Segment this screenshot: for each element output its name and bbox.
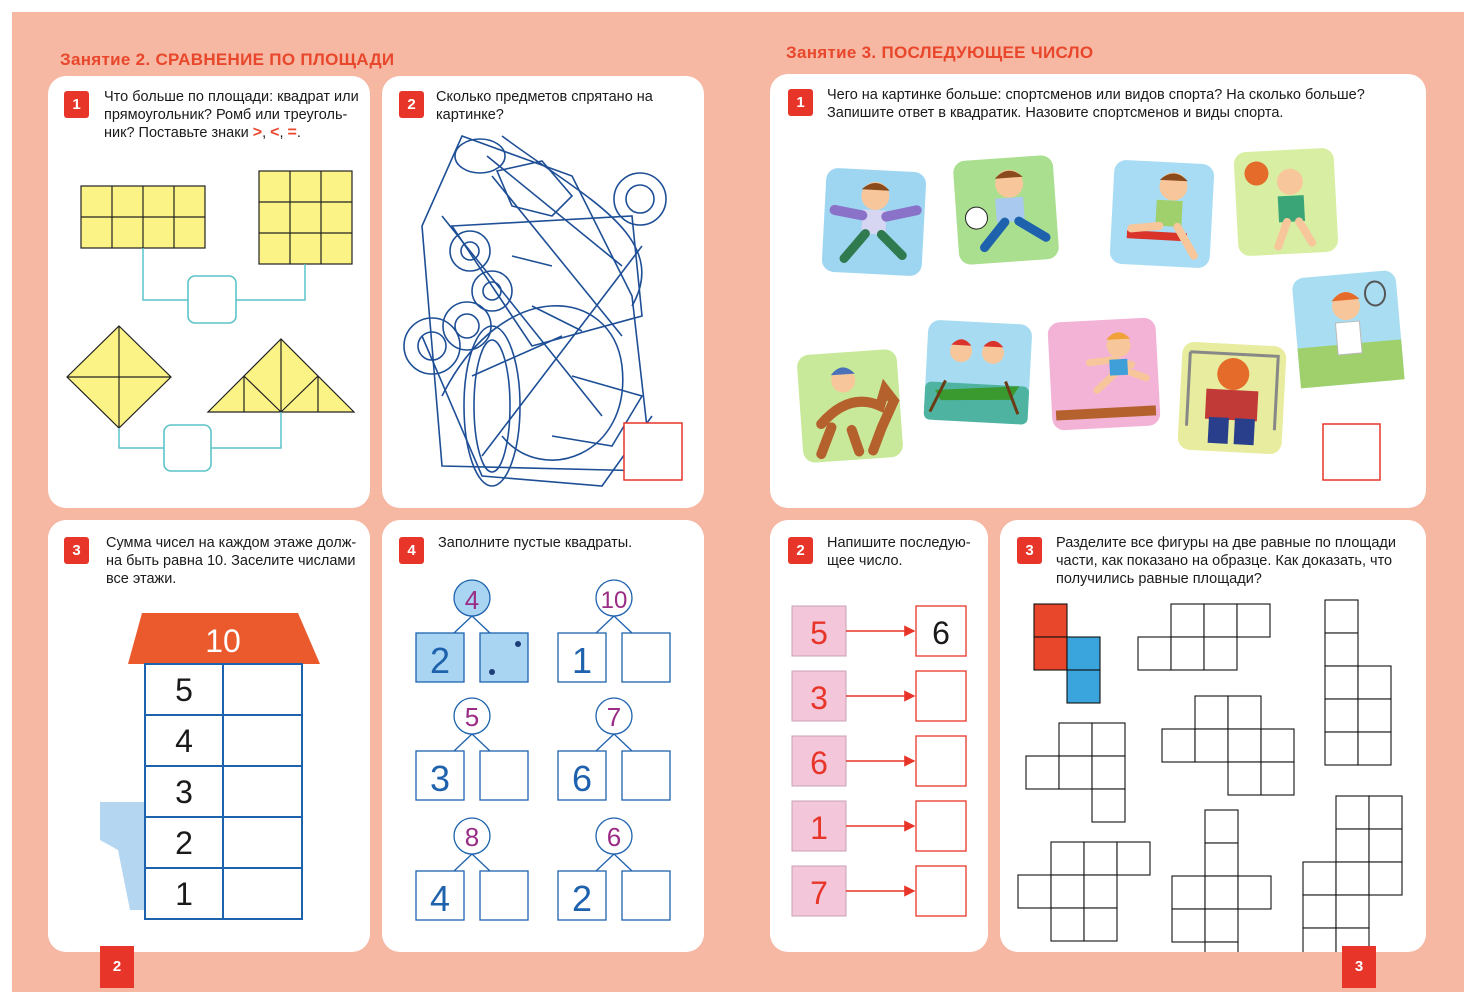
roof-number: 10 <box>205 623 241 659</box>
horse-rider-picture <box>796 349 903 464</box>
number-tree <box>558 818 670 920</box>
given-number: 7 <box>810 875 828 911</box>
task-number-badge: 4 <box>399 537 424 564</box>
task-text: Разделите все фигуры на две равные по площади части, как показано на образце. Как доказать, что получились равные площади? <box>1056 535 1396 587</box>
yellow-square <box>259 171 352 264</box>
area-comparison-figures <box>48 76 370 508</box>
sports-pictures <box>770 74 1426 508</box>
floor-number: 4 <box>175 723 193 759</box>
task-text: Что больше по площади: квадрат или прямоугольник? Ромб или треугольник? Поставьте знаки >, <, =. <box>104 89 359 141</box>
hurdler-picture <box>1109 159 1214 268</box>
grid-shape <box>1172 810 1271 952</box>
number-tree <box>558 698 670 800</box>
task-number-badge: 3 <box>1017 537 1042 564</box>
task-number-badge: 2 <box>788 537 813 564</box>
task4-number-trees-card <box>382 520 704 952</box>
page-number-right: 3 <box>1342 946 1376 988</box>
number-tree <box>558 580 670 682</box>
page-number-left: 2 <box>100 946 134 988</box>
task-number-badge: 2 <box>399 91 424 118</box>
tree-empty-box <box>480 751 528 800</box>
hockey-goalie-picture <box>1177 341 1287 454</box>
tree-empty-box <box>622 633 670 682</box>
grid-shapes <box>1000 520 1426 952</box>
answer-box <box>164 425 211 471</box>
sign-greater: > <box>252 124 263 141</box>
task-text: Заполните пустые квадраты. <box>438 535 633 551</box>
tree-empty-box <box>622 871 670 920</box>
yellow-rectangle <box>81 186 205 248</box>
tree-top-number: 5 <box>464 702 480 732</box>
task-text: Сумма чисел на каждом этаже должна быть равна 10. Заселите числами все этажи. <box>106 535 357 587</box>
floor-number: 3 <box>175 774 193 810</box>
tree-top-number: 7 <box>606 702 622 732</box>
answer-number: 6 <box>932 615 950 651</box>
answer-box <box>916 736 966 786</box>
grid-shape <box>1303 796 1402 952</box>
sample-shape <box>1034 604 1100 703</box>
blue-shadow <box>100 802 144 910</box>
gymnast-picture <box>1047 317 1161 431</box>
sign-less: < <box>270 124 280 141</box>
hidden-objects-picture <box>382 76 704 508</box>
ice-skater-picture <box>821 167 926 276</box>
tree-empty-box <box>480 871 528 920</box>
task-text-main: Что больше по площади: квадрат или прямоугольник? Ромб или треугольник? Поставьте знаки <box>104 89 359 141</box>
next-number-task-card <box>770 520 988 952</box>
football-player-picture <box>952 155 1059 266</box>
answer-box <box>1323 424 1380 480</box>
tree-empty-box <box>622 751 670 800</box>
answer-box <box>624 423 682 480</box>
basketball-player-picture <box>1233 147 1338 256</box>
tree-left-number: 2 <box>571 878 593 919</box>
tree-top-number: 6 <box>606 822 622 852</box>
yellow-rhombus <box>67 326 171 428</box>
task-number-badge: 3 <box>64 537 89 564</box>
tree-top-number: 10 <box>600 587 628 614</box>
next-number-pairs <box>770 520 988 952</box>
divide-shapes-task-card <box>1000 520 1426 952</box>
grid-shape <box>1162 696 1294 795</box>
number-tree <box>416 698 528 800</box>
sports-task-card <box>770 74 1426 508</box>
answer-box <box>188 276 236 323</box>
lesson-3-title: Занятие 3. ПОСЛЕДУЮЩЕЕ ЧИСЛО <box>786 43 1094 62</box>
given-number: 1 <box>810 810 828 846</box>
given-number: 5 <box>810 615 828 651</box>
tree-left-number: 4 <box>429 878 451 919</box>
grid-shape <box>1325 600 1391 765</box>
task3-house-card <box>48 520 370 952</box>
svg-text:2: 2 <box>429 640 451 681</box>
floor-number: 5 <box>175 672 193 708</box>
task-number-badge: 1 <box>788 89 813 116</box>
tree-left-number: 6 <box>571 758 593 799</box>
task1-area-card <box>48 76 370 508</box>
given-number: 6 <box>810 745 828 781</box>
task2-hidden-objects-card <box>382 76 704 508</box>
answer-box <box>916 671 966 721</box>
number-house <box>48 520 370 952</box>
answer-box <box>916 801 966 851</box>
svg-text:4: 4 <box>464 585 480 615</box>
tree-left-number: 3 <box>429 758 451 799</box>
number-trees <box>382 520 704 952</box>
floor-number: 2 <box>175 825 193 861</box>
lesson-2-title: Занятие 2. СРАВНЕНИЕ ПО ПЛОЩАДИ <box>60 50 395 69</box>
task-text: Сколько предметов спрятано на картинке? <box>436 89 653 123</box>
task-text: Чего на картинке больше: спортсменов или видов спорта? На сколько больше? Запишите ответ в квадратик. Назовите спортсменов и виды спорта. <box>827 87 1365 121</box>
floor-number: 1 <box>175 876 193 912</box>
answer-box <box>916 866 966 916</box>
number-tree-example <box>416 580 528 682</box>
tennis-player-picture <box>1291 270 1404 389</box>
number-tree <box>416 818 528 920</box>
yellow-triangle <box>208 339 354 412</box>
tree-left-number: 1 <box>571 640 593 681</box>
task-text: Напишите последующее число. <box>827 535 971 569</box>
given-number: 3 <box>810 680 828 716</box>
tree-top-number: 8 <box>464 822 480 852</box>
task-number-badge: 1 <box>64 91 89 118</box>
grid-shape <box>1018 842 1150 941</box>
sign-equal: = <box>287 124 297 141</box>
grid-shape <box>1138 604 1270 670</box>
rowers-picture <box>923 319 1032 424</box>
grid-shape <box>1026 723 1125 822</box>
